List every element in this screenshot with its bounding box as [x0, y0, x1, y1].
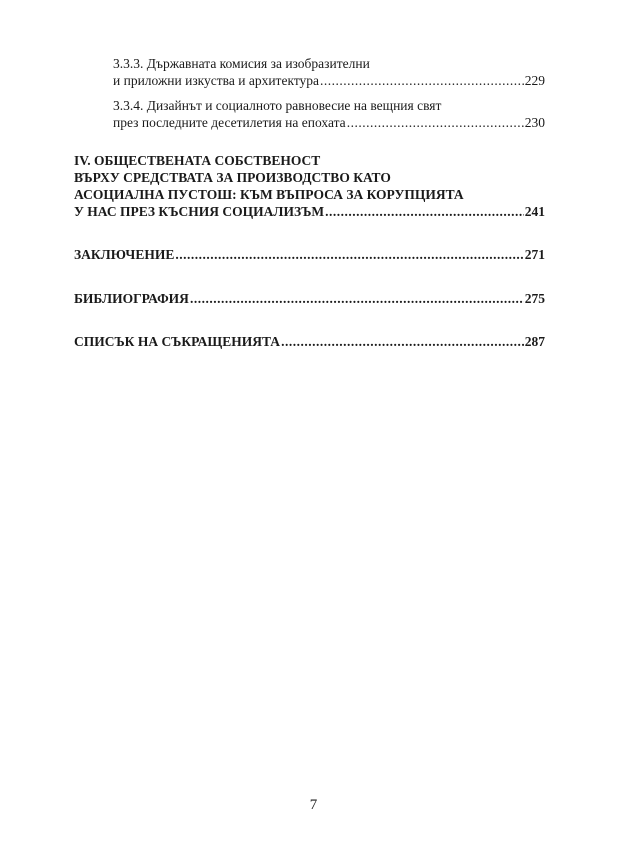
toc-entry-334-title-line1: 3.3.4. Дизайнът и социалното равновесие на вещния свят: [113, 98, 442, 113]
toc-entry-334-line1: [113, 97, 545, 114]
toc-chapter-4-line2: [74, 169, 545, 186]
toc-leader-dots: [325, 203, 524, 220]
toc-chapter-4-title-line1: IV. ОБЩЕСТВЕНАТА СОБСТВЕНОСТ: [74, 153, 321, 168]
toc-leader-dots: [320, 72, 524, 89]
toc-chapter-4-title-line4: У НАС ПРЕЗ КЪСНИЯ СОЦИАЛИЗЪМ: [74, 204, 325, 219]
toc-leader-dots: [281, 333, 524, 350]
toc-entry-333-line1: [113, 55, 545, 72]
toc-chapter-4-page: 241: [524, 204, 545, 219]
page-number: 7: [309, 797, 318, 813]
toc-entry-334-line2: [113, 114, 545, 131]
toc-chapter-4-title-line2: ВЪРХУ СРЕДСТВАТА ЗА ПРОИЗВОДСТВО КАТО: [74, 170, 391, 185]
toc-entry-333-title-line2: и приложни изкуства и архитектура: [113, 73, 320, 88]
toc-chapter-4-line1: [74, 152, 545, 169]
toc-entry-333-page: 229: [524, 73, 545, 88]
toc-abbreviations-page: 287: [524, 334, 545, 349]
toc-entry-333-title-line1: 3.3.3. Държавната комисия за изобразителни: [113, 56, 370, 71]
toc-chapter-4-title-line3: АСОЦИАЛНА ПУСТОШ: КЪМ ВЪПРОСА ЗА КОРУПЦИЯТА: [74, 187, 464, 202]
toc-leader-dots: [347, 114, 524, 131]
toc-conclusion: [74, 246, 545, 263]
toc-chapter-4-line4: [74, 203, 545, 220]
toc-entry-333-line2: [113, 72, 545, 89]
toc-abbreviations: [74, 333, 545, 350]
toc-bibliography-title: БИБЛИОГРАФИЯ: [74, 291, 189, 306]
toc-chapter-4-line3: [74, 186, 545, 203]
toc-conclusion-title: ЗАКЛЮЧЕНИЕ: [74, 247, 175, 262]
toc-conclusion-page: 271: [524, 247, 545, 262]
toc-bibliography-page: 275: [524, 291, 545, 306]
toc-entry-334-title-line2: през последните десетилетия на епохата: [113, 115, 346, 130]
toc-bibliography: [74, 290, 545, 307]
toc-leader-dots: [175, 246, 523, 263]
toc-leader-dots: [190, 290, 524, 307]
toc-abbreviations-title: СПИСЪК НА СЪКРАЩЕНИЯТА: [74, 334, 281, 349]
toc-entry-334-page: 230: [524, 115, 545, 130]
